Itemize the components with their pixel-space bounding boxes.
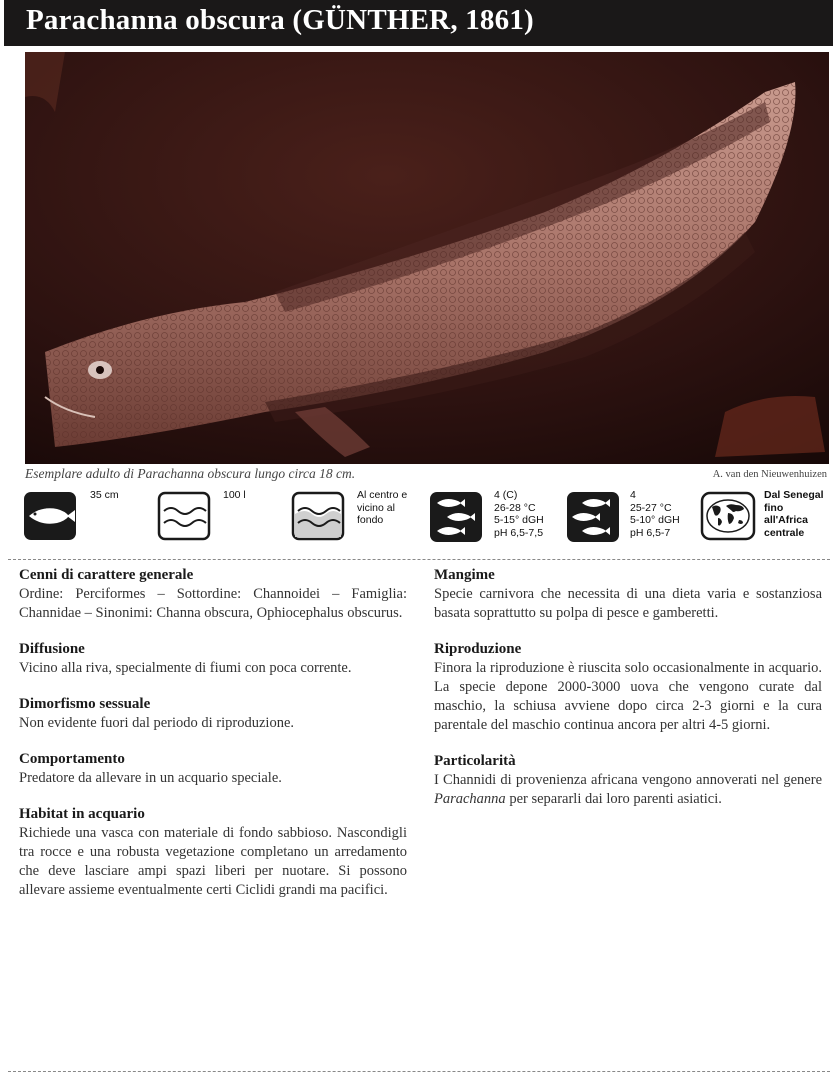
photo-credit: A. van den Nieuwenhuizen bbox=[712, 469, 827, 480]
section-diffusion bbox=[19, 640, 407, 678]
tank-volume-icon bbox=[157, 491, 211, 541]
section-habitat-text: Richiede una vasca con materiale di fondo sabbioso. Nascondigli tra rocce e una robusta vegetazione completano un arredamento che deve lasciare ampi spazi liberi per nuotare. Si possono allevare assieme eventualmente certi Ciclidi grandi ma pacifici. bbox=[19, 825, 407, 898]
world-map-icon bbox=[700, 491, 754, 541]
left-column bbox=[19, 566, 407, 917]
section-food-text: Specie carnivora che necessita di una dieta varia e sostanziosa basata soprattutto su polpa di pesce e gamberetti. bbox=[434, 586, 822, 621]
title-bar bbox=[4, 0, 833, 46]
section-reproduction-text: Finora la riproduzione è riuscita solo occasionalmente in acquario. La specie depone 2000-3000 uova che vengono curate dal maschio, la schiusa avviene dopo circa 2-3 giorni e la cura parentale del maschio continua ancora per altri 4-5 giorni. bbox=[434, 660, 822, 733]
section-particularity-heading: Particolarità bbox=[434, 753, 516, 769]
water-4-line-4: pH 6,5-7 bbox=[630, 526, 671, 539]
section-general bbox=[19, 566, 407, 623]
water-c-line-4: pH 6,5-7,5 bbox=[494, 526, 544, 539]
fish-group-4-icon bbox=[566, 491, 620, 541]
section-dimorphism-heading: Dimorfismo sessuale bbox=[19, 696, 151, 712]
section-reproduction bbox=[434, 640, 822, 735]
particularity-text-before: I Channidi di provenienza africana vengono annoverati nel genere bbox=[434, 772, 822, 788]
section-reproduction-heading: Riproduzione bbox=[434, 641, 522, 657]
section-habitat bbox=[19, 805, 407, 900]
origin-line-1: Dal Senegal bbox=[764, 489, 824, 501]
water-4-line-2: 25-27 °C bbox=[630, 501, 672, 514]
fish-size-text bbox=[90, 489, 119, 502]
particularity-text-after: per separarli dai loro parenti asiatici. bbox=[505, 791, 722, 807]
fish-photo-illustration bbox=[25, 52, 829, 464]
swim-zone-line-2: vicino al bbox=[357, 501, 395, 514]
section-behavior-heading: Comportamento bbox=[19, 751, 125, 767]
origin-text bbox=[764, 489, 824, 539]
tank-volume-text bbox=[223, 489, 246, 502]
swim-zone-line-1: Al centro e bbox=[357, 489, 408, 501]
section-dimorphism bbox=[19, 695, 407, 733]
section-diffusion-text: Vicino alla riva, specialmente di fiumi con poca corrente. bbox=[19, 660, 352, 676]
page-title: Parachanna obscura (GÜNTHER, 1861) bbox=[26, 4, 534, 36]
section-particularity bbox=[434, 752, 822, 809]
section-behavior bbox=[19, 750, 407, 788]
section-general-heading: Cenni di carattere generale bbox=[19, 567, 194, 583]
section-diffusion-heading: Diffusione bbox=[19, 641, 85, 657]
water-c-line-2: 26-28 °C bbox=[494, 501, 536, 514]
particularity-genus: Parachanna bbox=[434, 791, 506, 807]
fish-photo bbox=[25, 52, 829, 464]
section-dimorphism-text: Non evidente fuori dal periodo di riproduzione. bbox=[19, 715, 295, 731]
section-behavior-text: Predatore da allevare in un acquario speciale. bbox=[19, 770, 282, 786]
water-c-text bbox=[494, 489, 544, 539]
section-food bbox=[434, 566, 822, 623]
swim-zone-line-3: fondo bbox=[357, 514, 384, 526]
water-4-line-1: 4 bbox=[630, 489, 636, 501]
section-general-text: Ordine: Perciformes – Sottordine: Channoidei – Famiglia: Channidae – Sinonimi: Channa obscura, Ophiocephalus obscurus. bbox=[19, 586, 407, 621]
water-4-line-3: 5-10° dGH bbox=[630, 514, 680, 526]
swim-zone-text bbox=[357, 489, 407, 527]
section-habitat-heading: Habitat in acquario bbox=[19, 806, 145, 822]
water-4-text bbox=[630, 489, 680, 539]
origin-line-3: all'Africa bbox=[764, 514, 808, 526]
tank-volume-value: 100 l bbox=[223, 489, 246, 501]
fish-group-c-icon bbox=[429, 491, 483, 541]
fish-size-icon bbox=[23, 491, 77, 541]
section-particularity-text bbox=[434, 771, 822, 809]
section-food-heading: Mangime bbox=[434, 567, 495, 583]
origin-line-2: fino bbox=[764, 501, 784, 514]
fish-size-value: 35 cm bbox=[90, 489, 119, 501]
right-column bbox=[434, 566, 822, 826]
photo-caption: Esemplare adulto di Parachanna obscura lungo circa 18 cm. bbox=[25, 466, 356, 481]
water-c-line-1: 4 (C) bbox=[494, 489, 518, 501]
bottom-divider bbox=[8, 1071, 830, 1072]
top-divider bbox=[8, 559, 830, 560]
water-c-line-3: 5-15° dGH bbox=[494, 514, 544, 526]
origin-line-4: centrale bbox=[764, 526, 805, 539]
swim-zone-icon bbox=[291, 491, 345, 541]
